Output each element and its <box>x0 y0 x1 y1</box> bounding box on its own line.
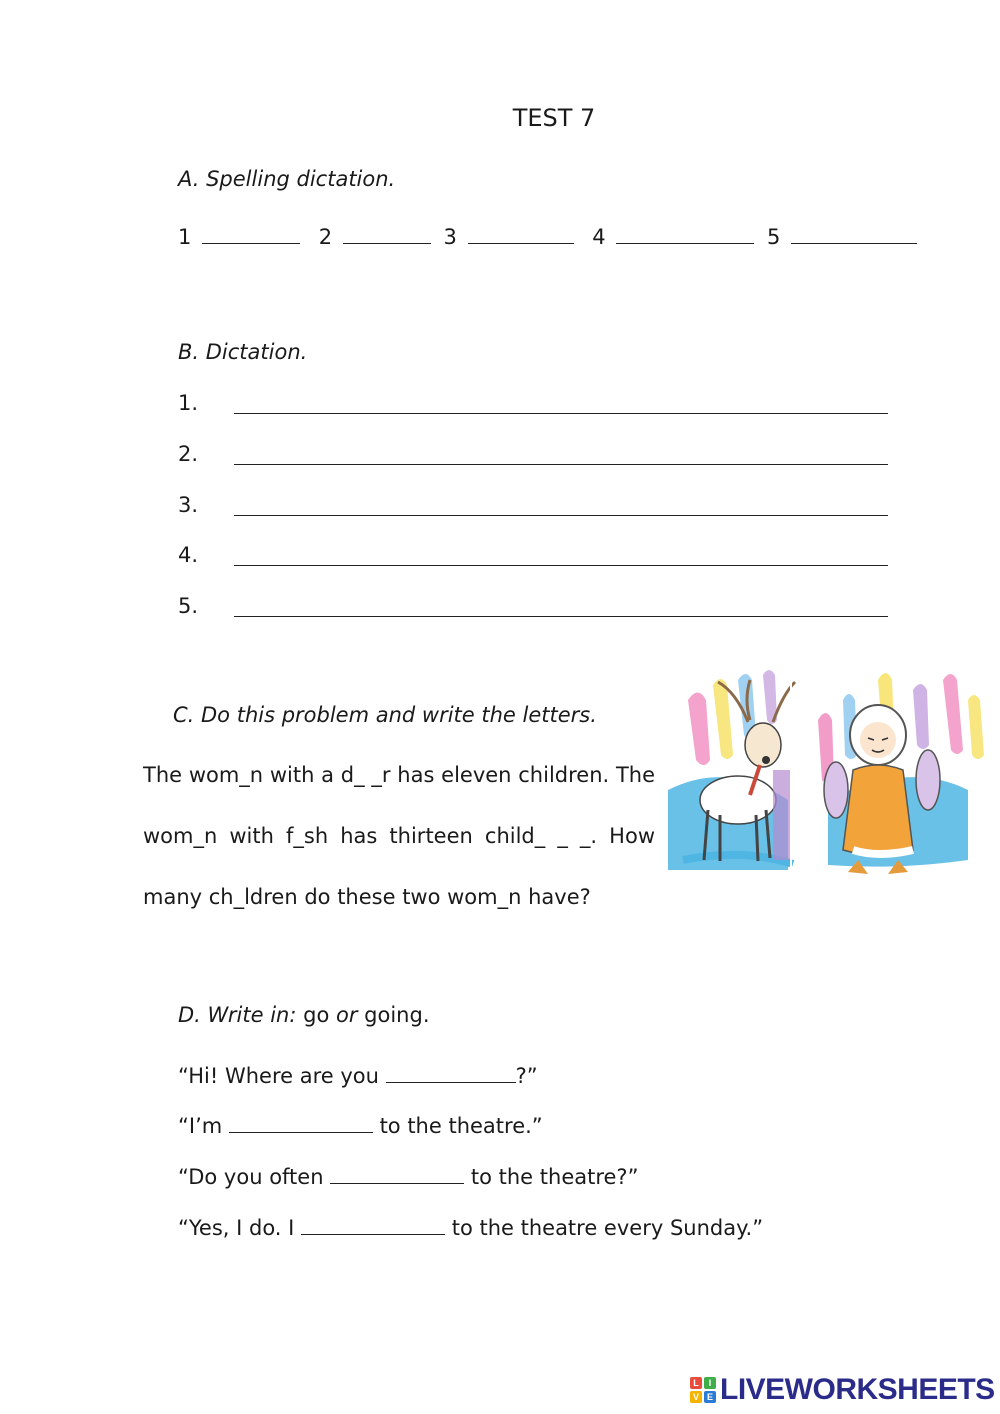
dialogue-line-1 <box>178 1064 538 1088</box>
dialogue-line-2 <box>178 1114 543 1138</box>
logo-tile: V <box>690 1391 702 1403</box>
dialogue-line-4 <box>178 1216 763 1240</box>
dialogue-line-3 <box>178 1165 638 1189</box>
spelling-blank-2[interactable] <box>343 225 431 244</box>
spelling-blank-1[interactable] <box>202 225 300 244</box>
page-title: TEST 7 <box>512 104 596 132</box>
section-d-or: or <box>336 1003 358 1027</box>
dictation-row-5 <box>178 594 888 624</box>
logo-tile: I <box>704 1377 716 1389</box>
dictation-row-2 <box>178 442 888 472</box>
logo-tile: L <box>690 1377 702 1389</box>
section-d-word-going: going. <box>364 1003 430 1027</box>
dictation-row-3 <box>178 493 888 523</box>
eskimo-image <box>818 673 984 874</box>
dialogue-text: “I’m <box>178 1114 229 1138</box>
dialogue-blank-2[interactable] <box>229 1114 373 1133</box>
dictation-blank-4[interactable] <box>234 565 888 566</box>
dictation-number: 2. <box>178 442 199 466</box>
dictation-number: 1. <box>178 391 199 415</box>
dialogue-text: “Do you often <box>178 1165 331 1189</box>
dialogue-text: to the theatre.” <box>372 1114 543 1138</box>
spelling-number-2: 2 <box>318 225 333 249</box>
spelling-blank-5[interactable] <box>791 225 917 244</box>
section-a-heading: A. Spelling dictation. <box>178 167 396 191</box>
dictation-row-4 <box>178 543 888 573</box>
spelling-row <box>178 225 917 249</box>
section-d-prefix: D. Write in: <box>178 1003 297 1027</box>
liveworksheets-logo[interactable] <box>690 1373 995 1407</box>
dialogue-text: “Hi! Where are you <box>178 1064 386 1088</box>
dialogue-blank-3[interactable] <box>330 1165 464 1184</box>
spelling-blank-4[interactable] <box>616 225 754 244</box>
reindeer-image <box>668 670 795 870</box>
dialogue-text: ?” <box>515 1064 538 1088</box>
spelling-number-1: 1 <box>178 225 192 249</box>
logo-tile: E <box>704 1391 716 1403</box>
dialogue-blank-4[interactable] <box>301 1216 445 1235</box>
dictation-row-1 <box>178 391 888 421</box>
illustration <box>668 660 998 885</box>
dictation-blank-1[interactable] <box>234 413 888 414</box>
section-b-heading: B. Dictation. <box>178 340 308 364</box>
dictation-number: 3. <box>178 493 199 517</box>
dictation-number: 4. <box>178 543 199 567</box>
section-c-heading: C. Do this problem and write the letters. <box>173 703 597 727</box>
section-d-word-go: go <box>303 1003 330 1027</box>
dictation-blank-3[interactable] <box>234 515 888 516</box>
spelling-number-3: 3 <box>443 225 457 249</box>
dictation-blank-5[interactable] <box>234 616 888 617</box>
spelling-blank-3[interactable] <box>468 225 574 244</box>
logo-text: LIVEWORKSHEETS <box>720 1373 995 1406</box>
dictation-number: 5. <box>178 594 199 618</box>
dialogue-text: to the theatre?” <box>464 1165 639 1189</box>
dialogue-blank-1[interactable] <box>386 1064 516 1083</box>
problem-text: The wom_n with a d_ _r has eleven children. The wom_n with f_sh has thirteen child_ _ _. How many ch_ldren do these two wom_n have? <box>143 763 655 909</box>
section-d-heading <box>178 1003 430 1027</box>
logo-tiles-icon <box>690 1377 716 1403</box>
dictation-blank-2[interactable] <box>234 464 888 465</box>
dialogue-text: to the theatre every Sunday.” <box>445 1216 764 1240</box>
spelling-number-5: 5 <box>767 225 781 249</box>
dialogue-text: “Yes, I do. I <box>178 1216 302 1240</box>
illustration-svg <box>668 660 998 885</box>
spelling-number-4: 4 <box>592 225 606 249</box>
